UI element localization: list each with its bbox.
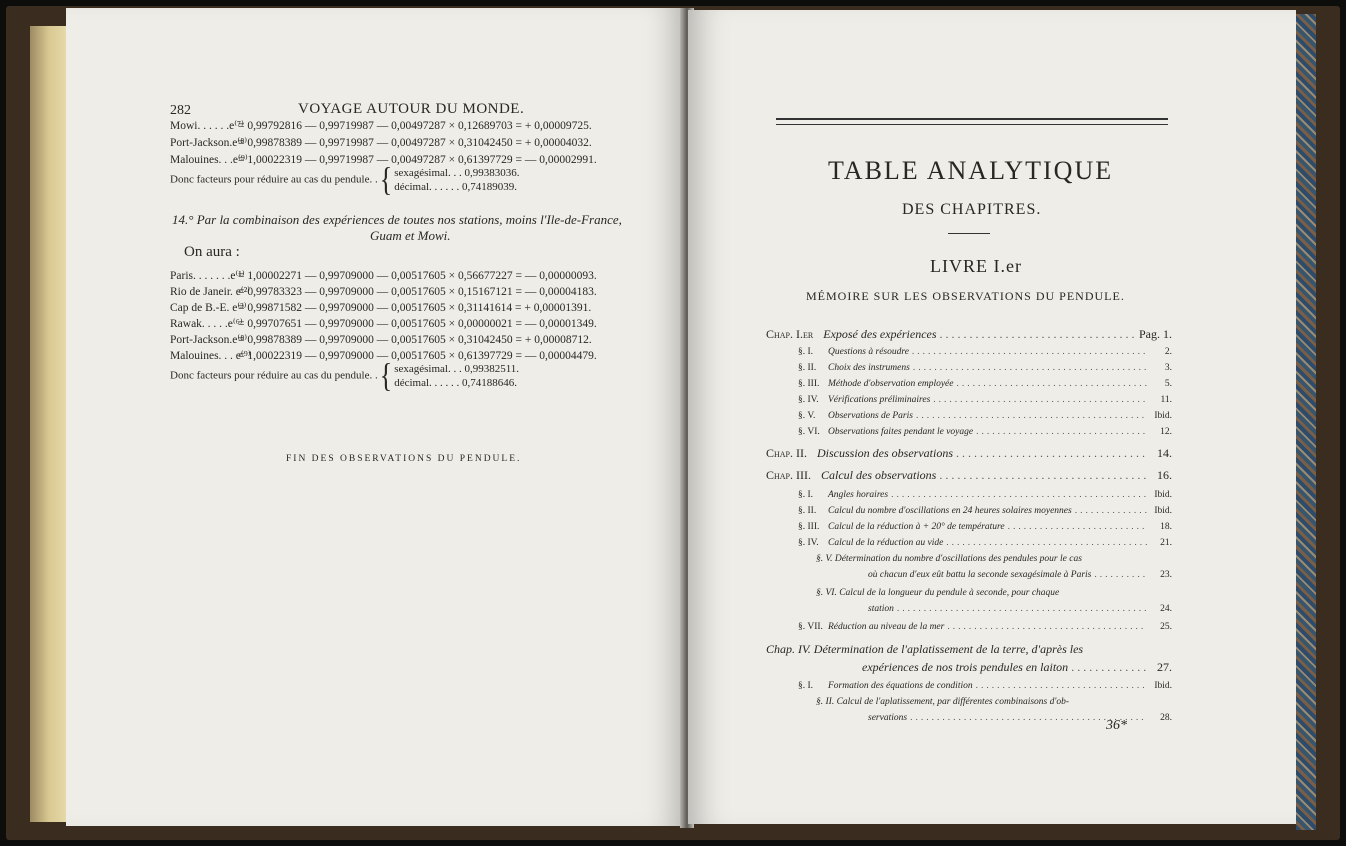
toc-section: §. VII. Réduction au niveau de la mer ..... 25. [766, 622, 1172, 632]
toc-section: §. II. Choix des instrumens ..... 3. [766, 363, 1172, 373]
page-title: TABLE ANALYTIQUE [828, 156, 1114, 185]
toc-section: §. I. Formation des équations de condition ..... Ibid. [766, 681, 1172, 691]
equation-row: Paris. . . . . . .e⁽¹⁾= 1,00002271 — 0,99709000 — 0,00517605 × 0,56677227 = — 0,00000093. [170, 270, 597, 282]
equation-row: Rio de Janeir. e⁽²⁾= 0,99783323 — 0,99709000 — 0,00517605 × 0,15167121 = — 0,00004183. [170, 286, 597, 298]
memoir-heading: MÉMOIRE SUR LES OBSERVATIONS DU PENDULE. [806, 289, 1125, 303]
double-rule-top [776, 118, 1168, 120]
toc-section: §. IV. Vérifications préliminaires ..... 11. [766, 395, 1172, 405]
equation-row: Port-Jackson.e⁽⁸⁾= 0,99878389 — 0,99719987 — 0,00497287 × 0,31042450 = + 0,00004032. [170, 137, 592, 149]
toc-chapter: Chap. III. Calcul des observations ..... 16. [766, 468, 1172, 483]
equation-row: Mowi. . . . . .e⁽⁷⁾= 0,99792816 — 0,99719987 — 0,00497287 × 0,12689703 = + 0,00009725. [170, 120, 592, 132]
page-subtitle: DES CHAPITRES. [902, 201, 1042, 218]
equation-row: Port-Jackson.e⁽⁸⁾= 0,99878389 — 0,99709000 — 0,00517605 × 0,31042450 = + 0,00008712. [170, 334, 592, 346]
toc-section-vi-cont: station ..... 24. [766, 604, 1172, 614]
factors-block: Donc facteurs pour réduire au cas du pendule. .{ sexagésimal. . . 0,99383036. décimal. . . . . . 0,74189039. [170, 160, 520, 199]
toc-section-v: §. V. Détermination du nombre d'oscillations des pendules pour le cas [816, 554, 1082, 564]
toc-chapter: Chap. I.er Exposé des expériences ..... Pag. 1. [766, 327, 1172, 342]
toc-chapter-iv: Chap. IV. Détermination de l'aplatissement de la terre, d'après les [766, 642, 1084, 656]
book-heading: LIVRE I.er [930, 256, 1022, 276]
toc-section-ii-cont: servations ..... 28. [766, 713, 1172, 723]
toc-section: §. I. Angles horaires ..... Ibid. [766, 490, 1172, 500]
toc-section-vi: §. VI. Calcul de la longueur du pendule à seconde, pour chaque [816, 588, 1060, 598]
toc-section: §. IV. Calcul de la réduction au vide ..... 21. [766, 538, 1172, 548]
section-heading-cont: Guam et Mowi. [370, 228, 451, 243]
section-heading: 14.° Par la combinaison des expériences de toutes nos stations, moins l'Ile-de-France, [172, 212, 622, 227]
toc-chapter: Chap. II. Discussion des observations ..... 14. [766, 446, 1172, 461]
toc-section-v-cont: où chacun d'eux eût battu la seconde sexagésimale à Paris ..... 23. [766, 570, 1172, 580]
marbled-edge-right [1296, 14, 1316, 830]
short-rule [948, 233, 990, 234]
double-rule-bottom [776, 124, 1168, 125]
toc-section-ii: §. II. Calcul de l'aplatissement, par différentes combinaisons d'ob- [816, 697, 1070, 707]
toc-section: §. III. Méthode d'observation employée ..... 5. [766, 379, 1172, 389]
toc-section: §. III. Calcul de la réduction à + 20° de température ..... 18. [766, 522, 1172, 532]
toc-section: §. I. Questions à résoudre ..... 2. [766, 347, 1172, 357]
page-number: 282 [170, 103, 191, 118]
equation-row: Malouines. . .e⁽⁹⁾= 1,00022319 — 0,99719987 — 0,00497287 × 0,61397729 = — 0,00002991. [170, 154, 597, 166]
toc-section: §. VI. Observations faites pendant le voyage ..... 12. [766, 427, 1172, 437]
toc-section: §. II. Calcul du nombre d'oscillations en 24 heures solaires moyennes ..... Ibid. [766, 506, 1172, 516]
running-head: VOYAGE AUTOUR DU MONDE. [298, 101, 525, 117]
factors-block: Donc facteurs pour réduire au cas du pendule. .{ sexagésimal. . . 0,99382511. décimal. . . . . . 0,74188646. [170, 356, 520, 395]
equation-row: Malouines. . . e⁽⁹⁾= 1,00022319 — 0,99709000 — 0,00517605 × 0,61397729 = — 0,00004479. [170, 350, 597, 362]
signature-mark: 36* [1106, 718, 1127, 733]
toc-chapter-iv-cont: expériences de nos trois pendules en laiton ..... 27. [766, 660, 1172, 675]
toc-section: §. V. Observations de Paris ..... Ibid. [766, 411, 1172, 421]
end-note: FIN DES OBSERVATIONS DU PENDULE. [286, 454, 522, 464]
equation-row: Cap de B.-E. e⁽³⁾= 0,99871582 — 0,99709000 — 0,00517605 × 0,31141614 = + 0,00001391. [170, 302, 592, 314]
equation-row: Rawak. . . . .e⁽⁶⁾= 0,99707651 — 0,99709000 — 0,00517605 × 0,00000021 = — 0,00001349. [170, 318, 597, 330]
on-aura-text: On aura : [184, 244, 240, 260]
